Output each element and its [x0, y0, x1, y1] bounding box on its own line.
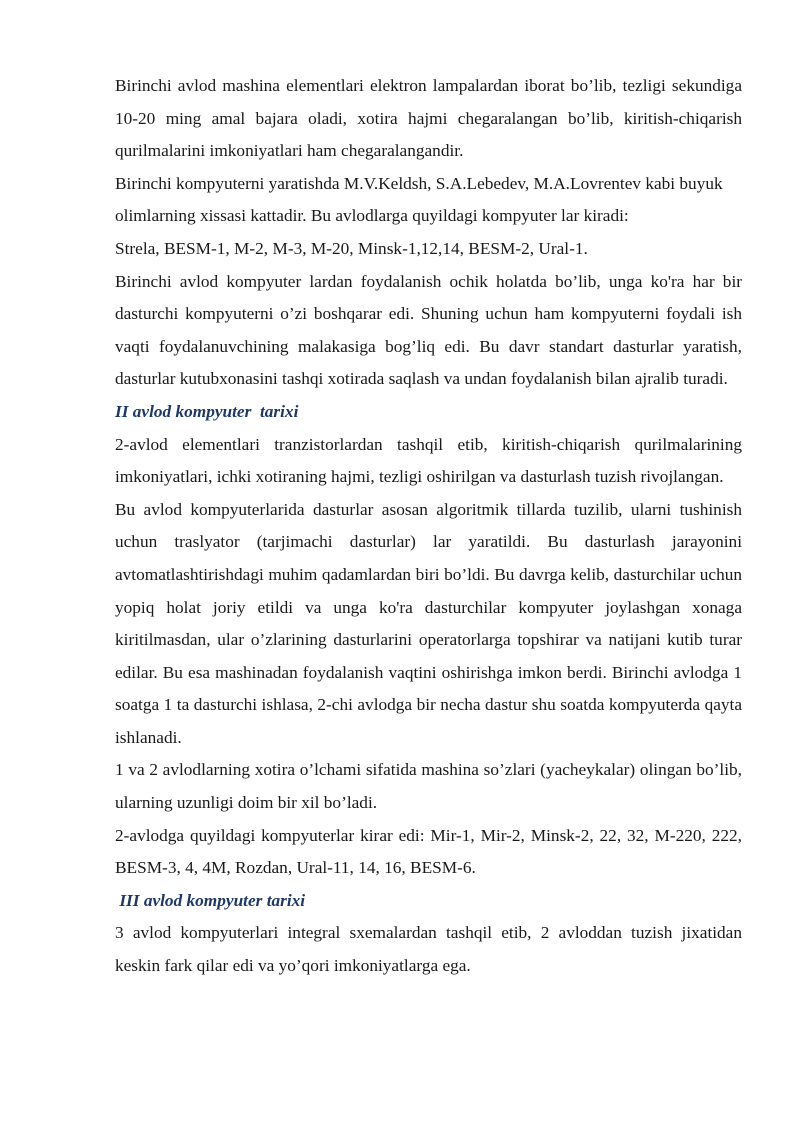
paragraph-third-generation-elements: 3 avlod kompyuterlari integral sxemalardan tashqil etib, 2 avloddan tuzish jixatidan keskin fark qilar edi va yo’qori imkoniyatlarga ega.: [115, 923, 742, 976]
paragraph-first-generation-usage: Birinchi avlod kompyuter lardan foydalanish ochik holatda bo’lib, unga ko'ra har bir dasturchi kompyuterni o’zi boshqarar edi. Shuning uchun ham kompyuterni foydali ish vaqti foydalanuvchining malakasiga bog’liq edi. Bu davr standart dasturlar yaratish, dasturlar kutubxonasini tashqi xotirada saqlash va undan foydalanish bilan ajralib turadi.: [115, 271, 742, 389]
heading-third-generation: III avlod kompyuter tarixi: [115, 890, 306, 910]
paragraph-second-generation-elements: 2-avlod elementlari tranzistorlardan tashqil etib, kiritish-chiqarish qurilmalarining imkoniyatlari, ichki xotiraning hajmi, tezligi oshirilgan va dasturlash tuzish rivojlangan.: [115, 434, 742, 487]
heading-second-generation: II avlod kompyuter tarixi: [115, 401, 299, 421]
paragraph-first-computer-creators: Birinchi kompyuterni yaratishda M.V.Keldsh, S.A.Lebedev, M.A.Lovrentev kabi buyuk olimlarning xissasi kattadir. Bu avlodlarga quyildagi kompyuter lar kiradi:: [115, 173, 723, 226]
document-page: [115, 70, 742, 983]
paragraph-first-generation-models: Strela, BESM-1, M-2, M-3, M-20, Minsk-1,12,14, BESM-2, Ural-1.: [115, 238, 588, 258]
paragraph-second-generation-models: 2-avlodga quyildagi kompyuterlar kirar edi: Mir-1, Mir-2, Minsk-2, 22, 32, M-220, 222, BESM-3, 4, 4M, Rozdan, Ural-11, 14, 16, BESM-6.: [115, 825, 742, 878]
paragraph-first-generation-elements: Birinchi avlod mashina elementlari elektron lampalardan iborat bo’lib, tezligi sekundiga 10-20 ming amal bajara oladi, xotira hajmi chegaralangan bo’lib, kiritish-chiqarish qurilmalarini imkoniyatlari ham chegaralangandir.: [115, 76, 742, 161]
paragraph-memory-words: 1 va 2 avlodlarning xotira o’lchami sifatida mashina so’zlari (yacheykalar) olingan bo’lib, ularning uzunligi doim bir xil bo’ladi.: [115, 760, 742, 813]
paragraph-second-generation-programming: Bu avlod kompyuterlarida dasturlar asosan algoritmik tillarda tuzilib, ularni tushinish uchun traslyator (tarjimachi dasturlar) lar yaratildi. Bu dasturlash jarayonini avtomatlashtirishdagi muhim qadamlardan biri bo’ldi. Bu davrga kelib, dasturchilar uchun yopiq holat joriy etildi va unga ko'ra dasturchilar kompyuter joylashgan xonaga kiritilmasdan, ular o’zlarining dasturlarini operatorlarga topshirar va natijani kutib turar edilar. Bu esa mashinadan foydalanish vaqtini oshirishga imkon berdi. Birinchi avlodga 1 soatga 1 ta dasturchi ishlasa, 2-chi avlodga bir necha dastur shu soatda kompyuterda qayta ishlanadi.: [115, 499, 742, 747]
